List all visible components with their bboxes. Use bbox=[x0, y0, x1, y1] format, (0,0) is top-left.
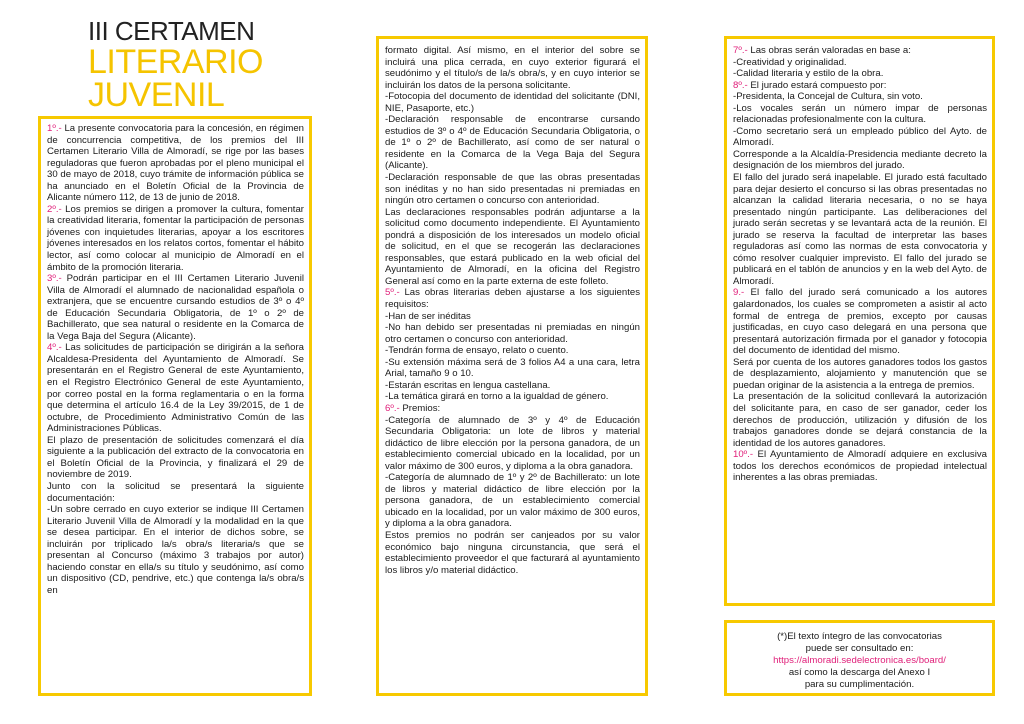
rule-7 bbox=[733, 45, 987, 80]
rule-text: El jurado estará compuesto por: -Presidenta, la Concejal de Cultura, sin voto. -Los vocales serán un número impar de personas relacionadas profesionalmente con la cultura. -Como secretario será un empleado público del Ayto. de Almoradí. Corresponde a la Alcaldía-Presidencia mediante decreto la designación de los miembros del jurado. El fallo del jurado será inapelable. El jurado está facultado para dejar desierto el concurso si las obras presentadas no alcanzan la calidad literaria necesaria, o no se haya presentado ningún participante. Las deliberaciones del jurado serán secretas y se levantará acta de la reunión. El jurado se reserva la facultad de interpretar las bases reguladoras así como las normas de esta convocatoria y cómo resolver cualquier imprevisto. El fallo del jurado se publicará en el tablón de anuncios y en la web del Ayto. de Almoradí. bbox=[733, 79, 987, 287]
rule-text: El fallo del jurado será comunicado a los autores galardonados, los cuales se comprometen a asistir al acto formal de entrega de premios, excepto por causas justificadas, en cuyo caso delegará en una persona que presentará autorización firmada por el ganador y fotocopia del documento de identidad del mismo. Será por cuenta de los autores ganadores todos los gastos de desplazamiento, alojamiento y manutención que se puedan originar de la asistencia a la entrega de premios. La presentación de la solicitud conllevará la autorización del solicitante para, en caso de ser ganador, ceder los derechos de producción, utilización y difusión de los trabajos ganadores donde se dejará constancia de la identidad de los autores ganadores. bbox=[733, 287, 987, 449]
rule-1 bbox=[47, 123, 304, 204]
note-line-1: (*)El texto íntegro de las convocatorias bbox=[777, 631, 942, 642]
rule-number: 3º.- bbox=[47, 273, 62, 285]
column-3-rules bbox=[724, 36, 995, 606]
title-line-3: JUVENIL bbox=[88, 76, 225, 115]
rule-text: Las obras literarias deben ajustarse a los siguientes requisitos: -Han de ser inéditas -No han debido ser presentadas ni premiadas en ningún otro certamen o concurso con anterioridad. -Tendrán forma de ensayo, relato o cuento. -Su extensión máxima será de 3 folios A4 a una cara, letra Arial, tamaño 9 o 10. -Estarán escritas en lengua castellana. -La temática girará en torno a la igualdad de género. bbox=[385, 287, 640, 403]
title-line-2: LITERARIO bbox=[88, 42, 263, 81]
rule-3 bbox=[47, 273, 304, 342]
rule-text: Los premios se dirigen a promover la cultura, fomentar la creatividad literaria, fomentar la participación de personas jóvenes con inquietudes literarias, apoyar a los escritores jóvenes interesados en los relatos cortos, fomentar el hábito lector, así como colocar al municipio de Almoradí en el ámbito de la promoción literaria. bbox=[47, 203, 304, 273]
rule-5 bbox=[385, 287, 640, 402]
rule-6 bbox=[385, 403, 640, 576]
rule-text: Las solicitudes de participación se dirigirán a la señora Alcaldesa-Presidenta del Ayuntamiento de Almoradí. Se presentarán en el Registro General de este Ayuntamiento, en el Registro Electrónico General de este Ayuntamiento, por correo postal en la forma reglamentaria o en la forma que determina el artículo 16.4 de la Ley 39/2015, de 1 de octubre, de Procedimiento Administrativo Común de las Administraciones Públicas. El plazo de presentación de solicitudes comenzará el día siguiente a la publicación del extracto de la convocatoria en el Boletín Oficial de la Provincia, y finalizará el 29 de noviembre de 2019. Junto con la solicitud se presentará la siguiente documentación: -Un sobre cerrado en cuyo exterior se indique III Certamen Literario Juvenil Villa de Almoradí y la modalidad en la que se desea participar. En el interior de dichos sobre, se incluirán por triplicado la/s obra/s literaria/s que se presentan al Concurso (máximo 3 trabajos por autor) haciendo constar en ella/s su título y seudónimo, así como un dispositivo (CD, pendrive, etc.) que contenga la/s obra/s en bbox=[47, 342, 304, 596]
rule-text: formato digital. Así mismo, en el interior del sobre se incluirá una plica cerrada, en cuyo exterior figurará el seudónimo y el título/s de la/s obra/s, y en cuyo interior se incluirán los datos de la persona solicitante. -Fotocopia del documento de identidad del solicitante (DNI, NIE, Pasaporte, etc.) -Declaración responsable de encontrarse cursando estudios de 3º o 4º de Educación Secundaria Obligatoria, o de 1º o 2º de Bachillerato, así como de ser natural o residente en la Comarca de la Vega Baja del Segura (Alicante). -Declaración responsable de que las obras presentadas son inéditas y no han sido presentadas ni premiadas en ningún otro certamen o concurso con anterioridad. Las declaraciones responsables podrán adjuntarse a la solicitud como documento independiente. El Ayuntamiento pondrá a disposición de los interesados un modelo oficial de solicitud, en el que se recogerán las declaraciones responsables, que estará publicado en la web oficial del Ayuntamiento de Almoradí, en la oficina del Registro General así como en la parte externa de este folleto. bbox=[385, 45, 640, 287]
rule-8 bbox=[733, 80, 987, 288]
rule-number: 10º.- bbox=[733, 449, 754, 461]
rule-text: Premios: -Categoría de alumnado de 3º y 4º de Educación Secundaria Obligatoria: un lote de libros y material didáctico de libre elección por la persona ganadora, de un establecimiento comercial ubicado en la localidad, por un valor máximo de 300 euros, y diploma a la obra ganadora. -Categoría de alumnado de 1º y 2º de Bachillerato: un lote de libros y material didáctico de libre elección por la persona ganadora, de un establecimiento comercial ubicado en la localidad, por un valor máximo de 300 euros, y diploma a la obra ganadora. Estos premios no podrán ser canjeados por su valor económico bajo ninguna circunstancia, que será el establecimiento proveedor el que facturará al ayuntamiento los libros y/o material didáctico. bbox=[385, 402, 640, 576]
rule-number: 5º.- bbox=[385, 287, 400, 299]
rule-2 bbox=[47, 204, 304, 273]
rule-text: Las obras serán valoradas en base a: -Creatividad y originalidad. -Calidad literaria y estilo de la obra. bbox=[733, 45, 911, 80]
rule-4-continued bbox=[385, 45, 640, 287]
note-line-2: puede ser consultado en: bbox=[805, 642, 914, 654]
rule-9 bbox=[733, 287, 987, 449]
column-1-rules bbox=[38, 116, 312, 696]
rule-number: 7º.- bbox=[733, 45, 748, 56]
rule-number: 1º.- bbox=[47, 123, 62, 134]
rule-text: El Ayuntamiento de Almoradí adquiere en exclusiva todos los derechos económicos de propiedad intelectual inherentes a las obras premiadas. bbox=[733, 449, 987, 484]
rule-number: 4º.- bbox=[47, 342, 62, 354]
rule-text: Podrán participar en el III Certamen Literario Juvenil Villa de Almoradí el alumnado de nacionalidad española o extranjera, que se encuentre cursando estudios de 3º o 4º de Educación Secundaria Obligatoria, de 1º o 2º de Bachillerato, que sea natural o residente en la Comarca de la Vega Baja del Segura (Alicante). bbox=[47, 273, 304, 342]
info-note bbox=[724, 620, 995, 696]
note-url-link[interactable]: https://almoradi.sedelectronica.es/board/ bbox=[773, 654, 946, 666]
rule-4 bbox=[47, 342, 304, 596]
rule-number: 8º.- bbox=[733, 79, 748, 91]
title-line-1: III CERTAMEN bbox=[88, 16, 255, 46]
column-2-rules bbox=[376, 36, 648, 696]
rule-number: 2º.- bbox=[47, 203, 62, 215]
rule-number: 9.- bbox=[733, 287, 745, 299]
note-line-4: para su cumplimentación. bbox=[804, 678, 915, 690]
rule-number: 6º.- bbox=[385, 402, 400, 414]
note-line-3: así como la descarga del Anexo I bbox=[788, 666, 931, 678]
rule-10 bbox=[733, 449, 987, 484]
rule-text: La presente convocatoria para la concesión, en régimen de concurrencia competitiva, de los premios del III Certamen Literario Villa de Almoradí, se rige por las bases reguladoras que fueron aprobadas por el pleno municipal el 30 de mayo de 2018, cuyo trámite de información pública se ha anunciado en el Boletín Oficial de la Provincia de Alicante número 112, de 13 de junio de 2018. bbox=[47, 123, 304, 204]
brochure-title bbox=[88, 16, 288, 115]
